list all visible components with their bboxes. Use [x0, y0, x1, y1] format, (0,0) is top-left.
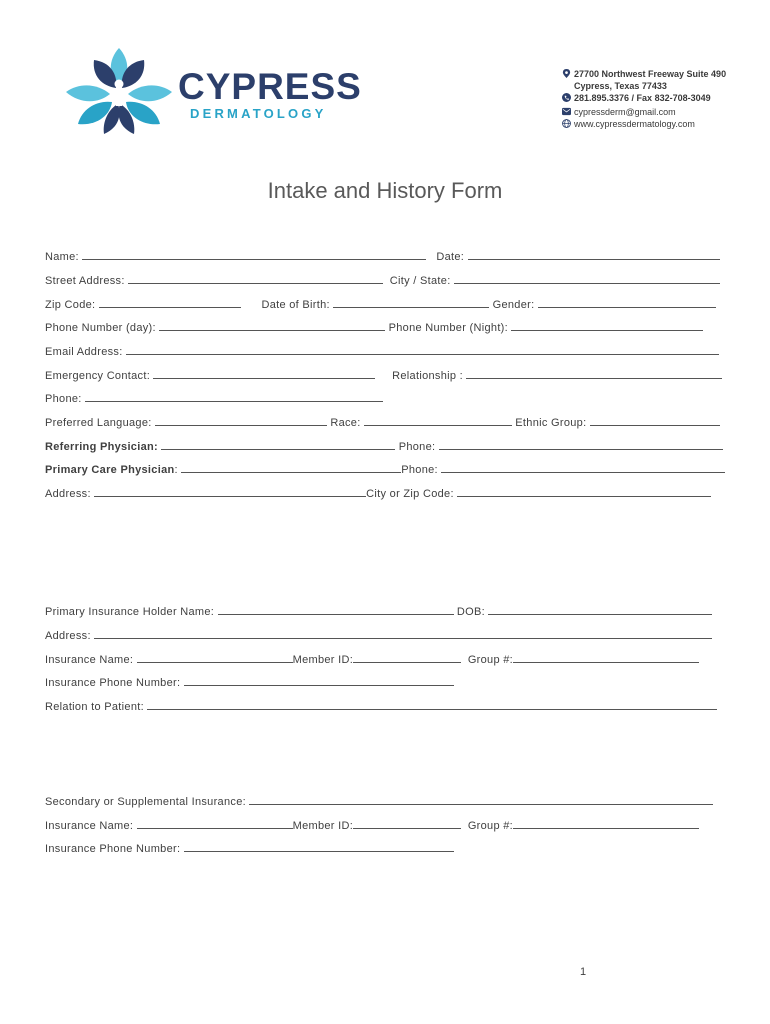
primary-care-colon: :: [174, 464, 178, 476]
primary-care-input[interactable]: [181, 463, 401, 473]
row-insurance-address: [45, 629, 712, 642]
city-state-label: City / State:: [389, 275, 451, 287]
secondary-phone-input[interactable]: [184, 842, 454, 852]
row-street-city: [45, 274, 720, 287]
emergency-label: Emergency Contact:: [45, 370, 151, 382]
globe-icon: [562, 119, 571, 128]
row-insurance-name: [45, 653, 699, 666]
lotus-logo-icon: [64, 44, 174, 136]
row-phone-day-night: [45, 321, 703, 334]
dob-label: Date of Birth:: [261, 299, 330, 311]
secondary-insurance-label: Secondary or Supplemental Insurance:: [45, 796, 246, 808]
phone-night-input[interactable]: [511, 321, 703, 331]
phone-night-label: Phone Number (Night):: [388, 322, 508, 334]
brand-subtitle: DERMATOLOGY: [190, 106, 327, 121]
holder-dob-input[interactable]: [488, 605, 712, 615]
holder-label: Primary Insurance Holder Name:: [45, 606, 215, 618]
zip-input[interactable]: [99, 298, 241, 308]
insurance-name-label: Insurance Name:: [45, 654, 134, 666]
phone-input[interactable]: [85, 392, 383, 402]
location-pin-icon: [562, 69, 571, 78]
row-secondary-insurance: [45, 795, 713, 808]
street-input[interactable]: [128, 274, 383, 284]
ethnic-label: Ethnic Group:: [515, 417, 587, 429]
referring-input[interactable]: [161, 440, 395, 450]
gender-input[interactable]: [538, 298, 716, 308]
phone-fax: 281.895.3376 / Fax 832-708-3049: [574, 93, 711, 103]
row-relation: [45, 700, 717, 713]
member-id-label: Member ID:: [292, 654, 354, 666]
email-label: Email Address:: [45, 346, 123, 358]
row-insurance-holder: [45, 605, 712, 618]
row-language-race-ethnic: [45, 416, 720, 429]
zip-label: Zip Code:: [45, 299, 96, 311]
secondary-member-id-input[interactable]: [353, 819, 461, 829]
emergency-input[interactable]: [153, 369, 375, 379]
name-label: Name:: [45, 251, 79, 263]
contact-phone-line: [562, 93, 711, 103]
page-number: 1: [580, 966, 587, 978]
row-secondary-name: [45, 819, 699, 832]
holder-dob-label: DOB:: [456, 606, 485, 618]
email-address[interactable]: cypressderm@gmail.com: [574, 107, 676, 117]
relationship-label: Relationship :: [392, 370, 463, 382]
row-secondary-phone: [45, 842, 454, 855]
address-line2: Cypress, Texas 77433: [574, 81, 667, 91]
row-primary-care: [45, 463, 725, 476]
primary-care-label: Primary Care Physician: [45, 464, 175, 476]
brand-name: CYPRESS: [178, 66, 362, 107]
contact-address-line1: [562, 69, 726, 79]
insurance-name-input[interactable]: [137, 653, 293, 663]
secondary-insurance-input[interactable]: [249, 795, 713, 805]
language-label: Preferred Language:: [45, 417, 152, 429]
contact-web-line: [562, 119, 695, 129]
row-phone: [45, 392, 383, 405]
race-label: Race:: [330, 417, 361, 429]
dob-input[interactable]: [333, 298, 489, 308]
relation-input[interactable]: [147, 700, 717, 710]
relation-label: Relation to Patient:: [45, 701, 144, 713]
row-emergency: [45, 369, 722, 382]
street-label: Street Address:: [45, 275, 125, 287]
city-state-input[interactable]: [454, 274, 720, 284]
member-id-input[interactable]: [353, 653, 461, 663]
relationship-input[interactable]: [466, 369, 722, 379]
secondary-name-input[interactable]: [137, 819, 293, 829]
ethnic-input[interactable]: [590, 416, 720, 426]
phone-day-label: Phone Number (day):: [45, 322, 156, 334]
phone-day-input[interactable]: [159, 321, 385, 331]
race-input[interactable]: [364, 416, 512, 426]
language-input[interactable]: [155, 416, 327, 426]
primary-care-phone-input[interactable]: [441, 463, 725, 473]
holder-input[interactable]: [218, 605, 454, 615]
email-input[interactable]: [126, 345, 719, 355]
row-address-city-zip: [45, 487, 711, 500]
referring-phone-input[interactable]: [439, 440, 723, 450]
group-label: Group #:: [467, 654, 514, 666]
row-zip-dob-gender: [45, 298, 716, 311]
address-line1: 27700 Northwest Freeway Suite 490: [574, 69, 727, 79]
city-zip-label: City or Zip Code:: [366, 488, 454, 500]
phone-icon: [562, 93, 571, 102]
address-input[interactable]: [94, 487, 366, 497]
address-label: Address:: [45, 488, 91, 500]
phone-label: Phone:: [45, 393, 82, 405]
secondary-group-input[interactable]: [513, 819, 699, 829]
row-referring: [45, 440, 723, 453]
secondary-group-label: Group #:: [467, 820, 514, 832]
insurance-address-label: Address:: [45, 630, 91, 642]
date-label: Date:: [436, 251, 465, 263]
secondary-member-id-label: Member ID:: [292, 820, 354, 832]
city-zip-input[interactable]: [457, 487, 711, 497]
date-input[interactable]: [468, 250, 720, 260]
row-insurance-phone: [45, 676, 454, 689]
insurance-phone-input[interactable]: [184, 676, 454, 686]
name-input[interactable]: [82, 250, 426, 260]
email-icon: [562, 107, 571, 116]
row-email: [45, 345, 719, 358]
primary-care-phone-label: Phone:: [401, 464, 438, 476]
form-title: Intake and History Form: [267, 178, 503, 203]
secondary-name-label: Insurance Name:: [45, 820, 134, 832]
gender-label: Gender:: [492, 299, 535, 311]
referring-label: Referring Physician:: [45, 441, 158, 453]
contact-email-line: [562, 107, 676, 117]
secondary-phone-label: Insurance Phone Number:: [45, 843, 181, 855]
group-input[interactable]: [513, 653, 699, 663]
insurance-address-input[interactable]: [94, 629, 712, 639]
referring-phone-label: Phone:: [398, 441, 436, 453]
insurance-phone-label: Insurance Phone Number:: [45, 677, 181, 689]
row-name-date: [45, 250, 720, 263]
website-link[interactable]: www.cypressdermatology.com: [574, 119, 695, 129]
